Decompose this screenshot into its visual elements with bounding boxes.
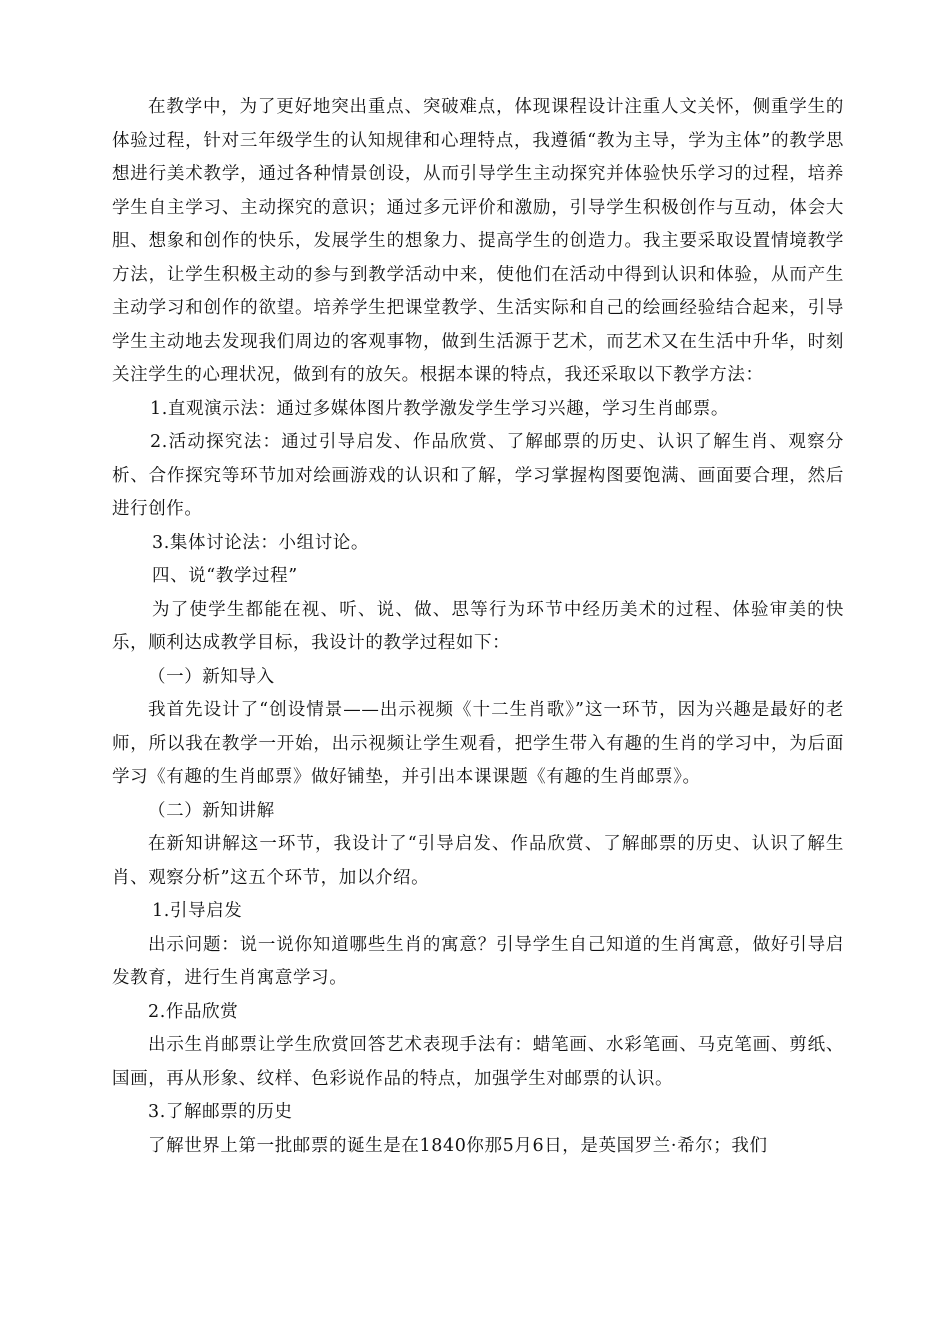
document-body [112,91,844,1163]
step-heading-guidance: 1.引导启发 [152,901,243,921]
step-heading-stamp-history: 3.了解邮票的历史 [148,1102,293,1122]
section-heading-teaching-process: 四、说“教学过程” [152,566,298,586]
subheading-new-knowledge-intro: （一）新知导入 [148,666,275,687]
paragraph-teaching-approach: 在教学中，为了更好地突出重点、突破难点，体现课程设计注重人文关怀，侧重学生的体验过程，针对三年级学生的认知规律和心理特点，我遵循“教为主导，学为主体”的教学思想进行美术教学，通过各种情景创设，从而引导学生主动探究并体验快乐学习的过程，培养学生自主学习、主动探究的意识；通过多元评价和激励，引导学生积极创作与互动，体会大胆、想象和创作的快乐，发展学生的想象力、提高学生的创造力。我主要采取设置情境教学方法，让学生积极主动的参与到教学活动中来，使他们在活动中得到认识和体验，从而产生主动学习和创作的欲望。培养学生把课堂教学、生活实际和自己的绘画经验结合起来，引导学生主动地去发现我们周边的客观事物，做到生活源于艺术，而艺术又在生活中升华，时刻关注学生的心理状况，做到有的放矢。根据本课的特点，我还采取以下教学方法： [112,97,844,385]
method-item-1: 1.直观演示法：通过多媒体图片教学激发学生学习兴趣，学习生肖邮票。 [150,398,729,419]
method-item-3: 3.集体讨论法：小组讨论。 [152,532,369,553]
paragraph-new-knowledge-intro: 我首先设计了“创设情景——出示视频《十二生肖歌》”这一环节，因为兴趣是最好的老师，所以我在教学一开始，出示视频让学生观看，把学生带入有趣的生肖的学习中，为后面学习《有趣的生肖邮票》做好铺垫，并引出本课课题《有趣的生肖邮票》。 [112,700,844,787]
step-heading-appreciation: 2.作品欣赏 [148,1001,239,1022]
paragraph-new-knowledge-explanation: 在新知讲解这一环节，我设计了“引导启发、作品欣赏、了解邮票的历史、认识了解生肖、观察分析”这五个环节，加以介绍。 [112,834,844,888]
paragraph-process-intro: 为了使学生都能在视、听、说、做、思等行为环节中经历美术的过程、体验审美的快乐，顺利达成教学目标，我设计的教学过程如下： [112,599,844,653]
paragraph-guidance: 出示问题：说一说你知道哪些生肖的寓意？引导学生自己知道的生肖寓意，做好引导启发教育，进行生肖寓意学习。 [112,934,844,988]
method-item-2: 2.活动探究法：通过引导启发、作品欣赏、了解邮票的历史、认识了解生肖、观察分析、合作探究等环节加对绘画游戏的认识和了解，学习掌握构图要饱满、画面要合理，然后进行创作。 [112,432,844,519]
paragraph-stamp-history: 了解世界上第一批邮票的诞生是在1840你那5月6日，是英国罗兰·希尔；我们 [148,1135,768,1156]
paragraph-appreciation: 出示生肖邮票让学生欣赏回答艺术表现手法有：蜡笔画、水彩笔画、马克笔画、剪纸、国画，再从形象、纹样、色彩说作品的特点，加强学生对邮票的认识。 [112,1035,844,1089]
subheading-new-knowledge-explanation: （二）新知讲解 [148,800,275,821]
